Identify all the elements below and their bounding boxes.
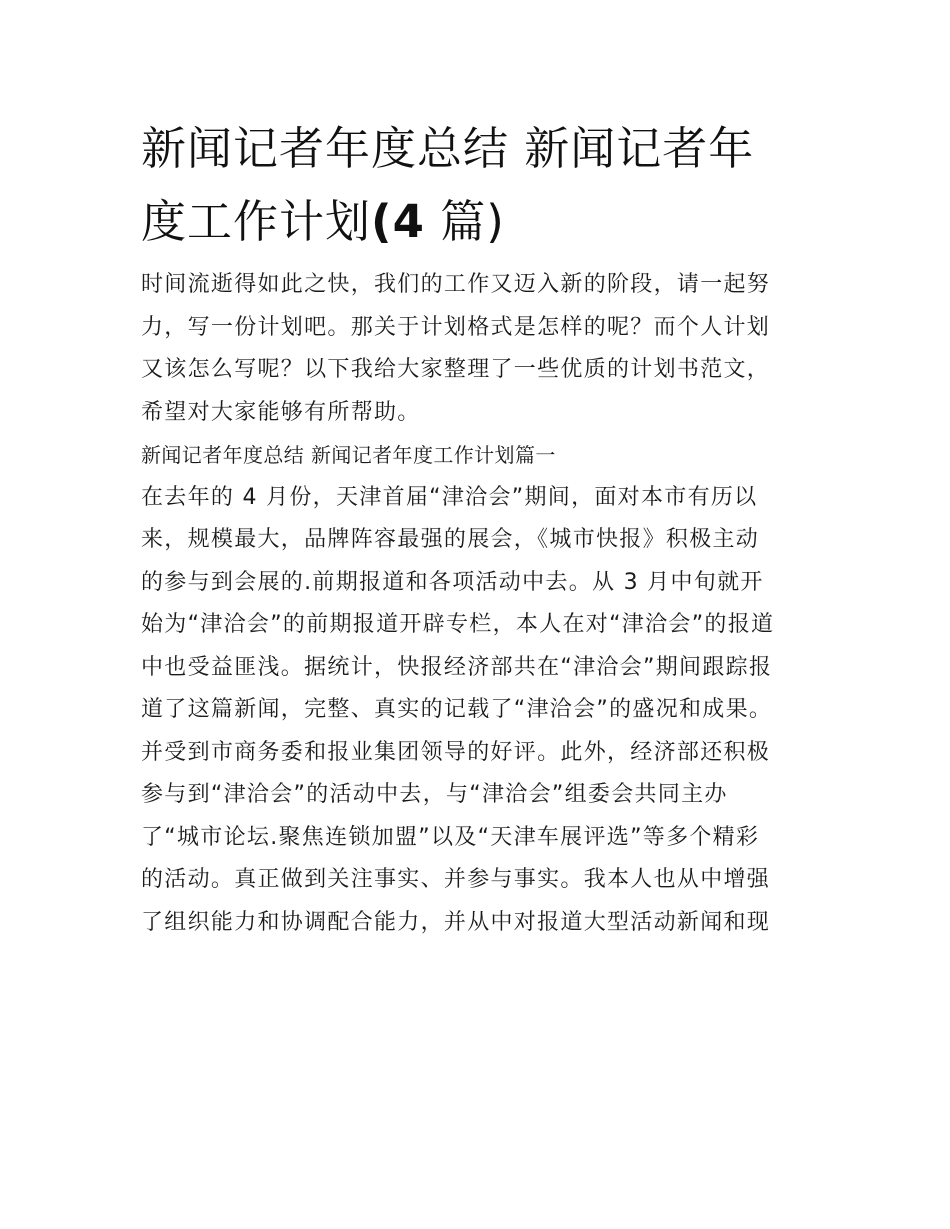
body-line: 参与到“津洽会”的活动中去，与“津洽会”组委会共同主办: [141, 782, 728, 807]
intro-line: 又该怎么写呢？以下我给大家整理了一些优质的计划书范文，: [141, 357, 771, 382]
body-paragraph: [141, 477, 821, 945]
body-line: 了“城市论坛.聚焦连锁加盟”以及“天津车展评选”等多个精彩: [141, 824, 760, 850]
body-line: 来，规模最大，品牌阵容最强的展会，《城市快报》积极主动: [141, 527, 760, 552]
intro-line: 时间流逝得如此之快，我们的工作又迈入新的阶段，请一起努: [141, 272, 771, 297]
body-line: 并受到市商务委和报业集团领导的好评。此外，经济部还积极: [141, 739, 771, 765]
intro-line: 力，写一份计划吧。那关于计划格式是怎样的呢？而个人计划: [141, 314, 771, 340]
body-line: 始为“津洽会”的前期报道开辟专栏，本人在对“津洽会”的报道: [141, 612, 775, 637]
document-title: [141, 112, 821, 258]
body-line: 道了这篇新闻，完整、真实的记载了“津洽会”的盛况和成果。: [141, 697, 773, 722]
title-count-open: (4: [371, 195, 425, 248]
intro-line: 希望对大家能够有所帮助。: [141, 399, 421, 425]
body-line: 中也受益匪浅。据统计，快报经济部共在“津洽会”期间跟踪报: [141, 654, 773, 680]
document-content: [141, 112, 821, 944]
body-line: 了组织能力和协调配合能力，并从中对报道大型活动新闻和现: [141, 909, 771, 935]
title-count-close: 篇): [424, 195, 505, 248]
body-line: 在去年的 4 月份，天津首届“津洽会”期间，面对本市有历以: [141, 484, 758, 510]
title-line-2: [141, 185, 821, 258]
intro-paragraph: [141, 264, 821, 434]
section-heading: 新闻记者年度总结 新闻记者年度工作计划篇一: [141, 443, 556, 467]
body-line: 的活动。真正做到关注事实、并参与事实。我本人也从中增强: [141, 867, 771, 892]
title-line-2-text: 度工作计划: [141, 195, 372, 248]
body-line: 的参与到会展的.前期报道和各项活动中去。从 3 月中旬就开: [141, 569, 764, 595]
title-line-1: 新闻记者年度总结 新闻记者年: [141, 122, 755, 175]
